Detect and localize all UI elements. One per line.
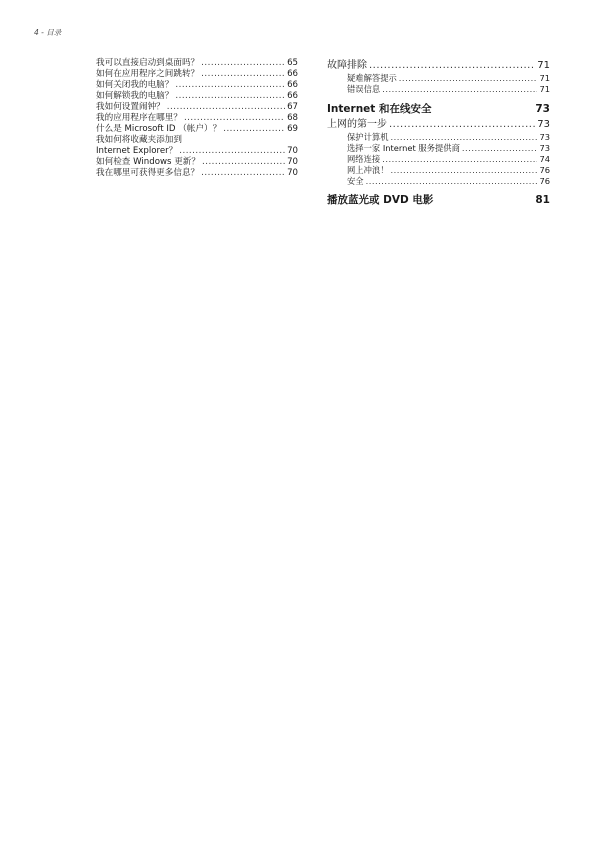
toc-leader [391,165,538,176]
toc-leader [389,117,535,132]
toc-subentry[interactable] [327,143,550,154]
toc-leader [202,157,285,168]
toc-leader [201,69,285,80]
toc-leader [184,113,285,124]
toc-subentry-page: 76 [539,165,550,175]
toc-chapter-title: Internet 和在线安全 [327,103,432,115]
toc-leader [201,58,285,69]
toc-subentry-page: 71 [539,84,550,94]
toc-chapter-bluray[interactable] [327,193,550,208]
toc-subentry[interactable] [327,165,550,176]
toc-entry-page: 66 [287,91,298,101]
toc-entry-page: 70 [287,157,298,167]
toc-entry[interactable] [96,58,298,69]
toc-entry-page: 70 [287,168,298,178]
toc-subentry-page: 76 [539,176,550,186]
toc-leader [366,176,538,187]
toc-subentry-title: 选择一家 Internet 服务提供商 [347,143,460,153]
toc-entry[interactable] [96,80,298,91]
toc-subentry-title: 保护计算机 [347,132,389,142]
toc-entry-page: 66 [287,80,298,90]
page-header: 4 - 目录 [34,28,62,37]
toc-section-first-step[interactable] [327,117,550,132]
toc-entry-title: 什么是 Microsoft ID （帐户）？ [96,124,222,134]
toc-leader [462,143,538,154]
toc-entry[interactable] [96,102,298,113]
toc-section-title: 上网的第一步 [327,119,387,130]
toc-entry[interactable] [96,146,298,157]
toc-subentry-title: 安全 [347,176,364,186]
toc-subentry[interactable] [327,176,550,187]
toc-chapter-page: 73 [535,103,550,115]
toc-entry-title: 我的应用程序在哪里？ [96,113,182,123]
toc-leader [382,154,537,165]
toc-subentry[interactable] [327,84,550,95]
toc-section-page: 73 [537,119,550,130]
toc-chapter-page: 81 [535,194,550,206]
toc-entry-page: 66 [287,69,298,79]
toc-subentry-title: 网络连接 [347,154,381,164]
toc-subentry-page: 73 [539,132,550,142]
toc-entry-title: 我在哪里可获得更多信息？ [96,168,200,178]
toc-subentry[interactable] [327,73,550,84]
toc-entry[interactable] [96,113,298,124]
toc-entry[interactable] [96,157,298,168]
toc-entry-title: 如何检查 Windows 更新？ [96,157,200,167]
toc-entry-title: 如何解锁我的电脑？ [96,91,174,101]
toc-right-column [327,58,550,208]
toc-entry[interactable] [96,168,298,179]
toc-entry-title: 如何在应用程序之间跳转？ [96,69,200,79]
toc-subentry-page: 74 [539,154,550,164]
toc-chapter-page: 71 [537,60,550,71]
toc-leader [391,132,538,143]
toc-entry-title: 如何关闭我的电脑？ [96,80,174,90]
toc-entry[interactable] [96,69,298,80]
toc-entry-title-line1[interactable]: 我如何将收藏夹添加到 [96,135,182,145]
toc-entry-page: 67 [287,102,298,112]
toc-leader [179,146,285,157]
toc-chapter-title: 播放蓝光或 DVD 电影 [327,194,434,206]
toc-leader [175,80,285,91]
toc-subentry[interactable] [327,132,550,143]
toc-leader [175,91,285,102]
toc-subentry-title: 网上冲浪！ [347,165,389,175]
toc-chapter-troubleshooting[interactable] [327,58,550,73]
toc-leader [399,73,538,84]
toc-leader [369,58,535,73]
toc-leader [201,168,285,179]
toc-entry-page: 70 [287,146,298,156]
toc-subentry-title: 错误信息 [347,84,381,94]
toc-chapter-internet[interactable] [327,102,550,117]
toc-entry[interactable] [96,124,298,135]
toc-subentry-title: 疑难解答提示 [347,73,397,83]
toc-subentry-page: 73 [539,143,550,153]
toc-entry-page: 65 [287,58,298,68]
toc-entry-title: 我可以直接启动到桌面吗？ [96,58,200,68]
toc-leader [382,84,537,95]
toc-subentry[interactable] [327,154,550,165]
toc-entry-page: 68 [287,113,298,123]
toc-leader [223,124,285,135]
toc-chapter-title: 故障排除 [327,60,367,71]
toc-left-column [96,58,298,179]
toc-entry-title: 我如何设置闹钟？ [96,102,165,112]
toc-entry-title: Internet Explorer？ [96,146,178,156]
toc-entry-page: 69 [287,124,298,134]
toc-subentry-page: 71 [539,73,550,83]
toc-entry[interactable] [96,91,298,102]
toc-leader [167,102,285,113]
